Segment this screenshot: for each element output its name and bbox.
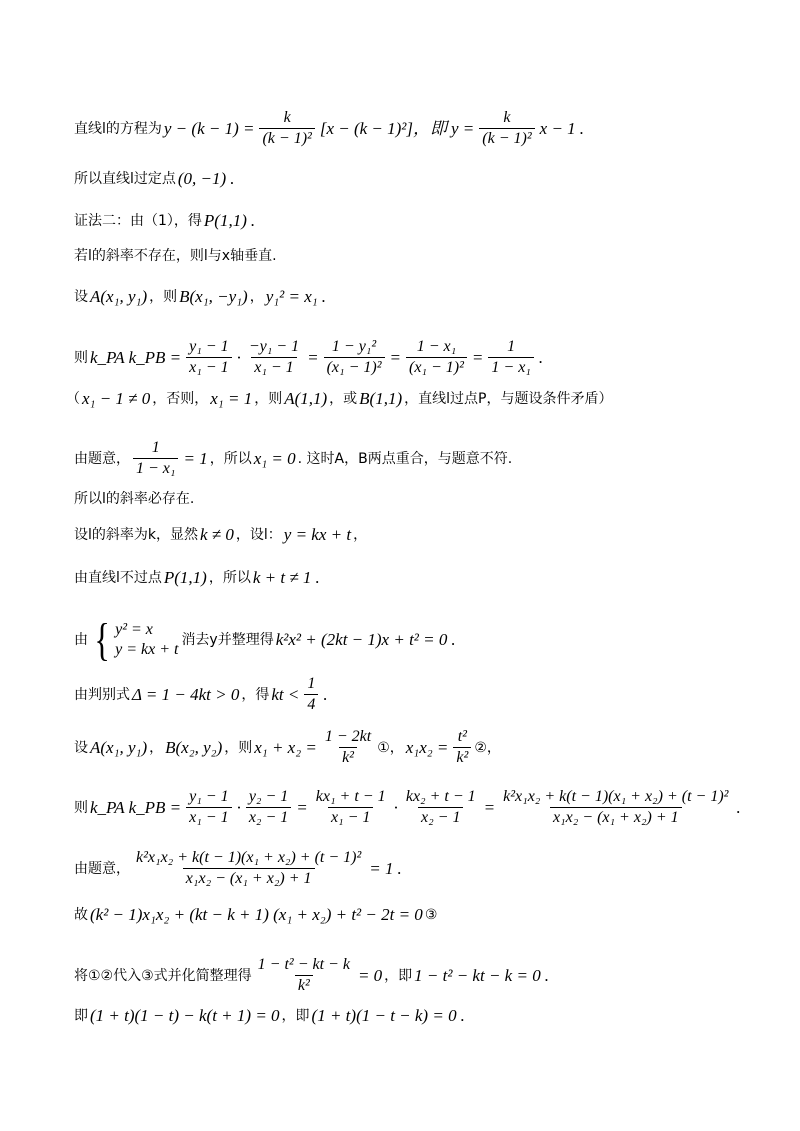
fraction: $\frac{k}{\text{(k − 1)²}}$ — [479, 108, 534, 149]
line-fixed-point: 所以直线l过定点 (0, −1) . — [74, 169, 235, 188]
fraction: $\frac{k}{\text{(k − 1)²}}$ — [259, 108, 314, 149]
line-slope-exists: 所以l的斜率必存在. — [74, 491, 195, 507]
line-remark: （ x₁ − 1 ≠ 0 ，否则， x₁ = 1 ，则 A(1,1) ，或 B(1,1) ，直线l过点P，与题设条件矛盾） — [66, 389, 613, 408]
fraction: $\frac{1}{\text{1 − x₁}}$ — [133, 438, 178, 479]
line-slope-product: 则 k_PA k_PB = $\frac{\text{y₁ − 1}}{\text{x₁ − 1}}$ · $\frac{\text{−y₁ − 1}}{\text{x₁ − 1}}$ = $\frac{\text{1 − y₁²}}{\text{(x₁ − 1)²}}$ = $\frac{\text{1 − x₁}}{\text{(x₁ − 1)²}}$ = $\frac{1}{\text{1 − x₁}}$ . — [74, 338, 544, 376]
fraction: $\frac{\text{−y₁ − 1}}{\text{x₁ − 1}}$ — [248, 338, 300, 376]
fraction: $\frac{1}{4}$ — [304, 674, 318, 715]
line-slope-not-exist: 若l的斜率不存在，则l与x轴垂直. — [74, 248, 277, 264]
line-discriminant: 由判别式 Δ = 1 − 4kt > 0 ，得 kt < $\frac{1}{4}$ . — [74, 675, 328, 713]
fraction: $\frac{\text{k²x₁x₂ + k(t − 1)(x₁ + x₂) + (t − 1)²}}{\text{x₁x₂ − (x₁ + x₂) + 1}}$ — [136, 849, 362, 887]
line-set-points: 设 A(x₁, y₁) ，则 B(x₁, −y₁) ， y₁² = x₁ . — [74, 287, 326, 306]
line-line-equation: 直线l的方程为 y − (k − 1) = $\frac{k}{\text{(k − 1)²}}$ [x − (k − 1)²]，即 y = $\frac{k}{\text{(k − 1)²}}$ x − 1 . — [74, 109, 584, 147]
line-by-condition: 由题意， $\frac{1}{\text{1 − x₁}}$ = 1 ，所以 x₁ = 0 . 这时A，B两点重合，与题意不符. — [74, 439, 513, 477]
line-condition-equation: 由题意， $\frac{\text{k²x₁x₂ + k(t − 1)(x₁ + x₂) + (t − 1)²}}{\text{x₁x₂ − (x₁ + x₂) + 1}}$ = 1 . — [74, 849, 402, 887]
line-not-through-p: 由直线l不过点 P(1,1) ，所以 k + t ≠ 1 . — [74, 568, 320, 587]
line-substitute: 将①②代入③式并化简整理得 $\frac{\text{1 − t² − kt − k}}{\text{k²}}$ = 0 ，即 1 − t² − kt − k = 0 . — [74, 956, 549, 994]
fraction: $\frac{\text{1 − t² − kt − k}}{\text{k²}}$ — [257, 956, 350, 994]
fraction: $\frac{\text{1 − y₁²}}{\text{(x₁ − 1)²}}$ — [324, 337, 385, 378]
fraction: $\frac{\text{t²}}{\text{k²}}$ — [453, 727, 471, 768]
fraction: $\frac{\text{y₂ − 1}}{\text{x₂ − 1}}$ — [246, 787, 291, 828]
line-factor: 即 (1 + t)(1 − t) − k(t + 1) = 0 ，即 (1 + t)(1 − t − k) = 0 . — [74, 1006, 465, 1025]
line-vieta: 设 A(x₁, y₁) ， B(x₂, y₂) ，则 x₁ + x₂ = $\frac{1 - 2kt}{\text{k²}}$ ①， x₁x₂ = $\frac{\text{t²}}{\text{k²}}$ ②， — [74, 728, 501, 766]
line-system: 由 { y² = x y = kx + t 消去y并整理得 k²x² + (2kt − 1)x + t² = 0 . — [74, 614, 456, 665]
fraction: $\frac{\text{k²x₁x₂ + k(t − 1)(x₁ + x₂) + (t − 1)²}}{\text{x₁x₂ − (x₁ + x₂) + 1}}$ — [503, 788, 729, 826]
line-set-slope: 设l的斜率为k，显然 k ≠ 0 ，设l： y = kx + t ， — [74, 525, 368, 544]
line-slope-product-expanded: 则 k_PA k_PB = $\frac{\text{y₁ − 1}}{\text{x₁ − 1}}$ · $\frac{\text{y₂ − 1}}{\text{x₂ − 1}}$ = $\frac{\text{kx₁ + t − 1}}{\text{x₁ − 1}}$ · $\frac{\text{kx₂ + t − 1}}{\text{x₂ − 1}}$ = $\frac{\text{k²x₁x₂ + k(t − 1)(x₁ + x₂) + (t − 1)²}}{\text{x₁x₂ − (x₁ + x₂) + 1}}$ . — [74, 788, 741, 826]
fraction: $\frac{\text{kx₂ + t − 1}}{\text{x₂ − 1}}$ — [405, 788, 476, 826]
equation-system: { y² = x y = kx + t — [94, 614, 179, 665]
fraction: $\frac{1 - 2kt}{\text{k²}}$ — [324, 728, 372, 766]
fraction: $\frac{1}{\text{1 − x₁}}$ — [488, 337, 533, 378]
fraction: $\frac{\text{y₁ − 1}}{\text{x₁ − 1}}$ — [186, 787, 231, 828]
fraction: $\frac{\text{1 − x₁}}{\text{(x₁ − 1)²}}$ — [406, 337, 467, 378]
fraction: $\frac{\text{kx₁ + t − 1}}{\text{x₁ − 1}}$ — [315, 788, 386, 826]
line-method-two: 证法二：由（1），得 P(1,1) . — [74, 211, 256, 230]
line-equation-three: 故 (k² − 1)x₁x₂ + (kt − k + 1) (x₁ + x₂) + t² − 2t = 0 ③ — [74, 905, 438, 924]
fraction: $\frac{\text{y₁ − 1}}{\text{x₁ − 1}}$ — [186, 337, 231, 378]
